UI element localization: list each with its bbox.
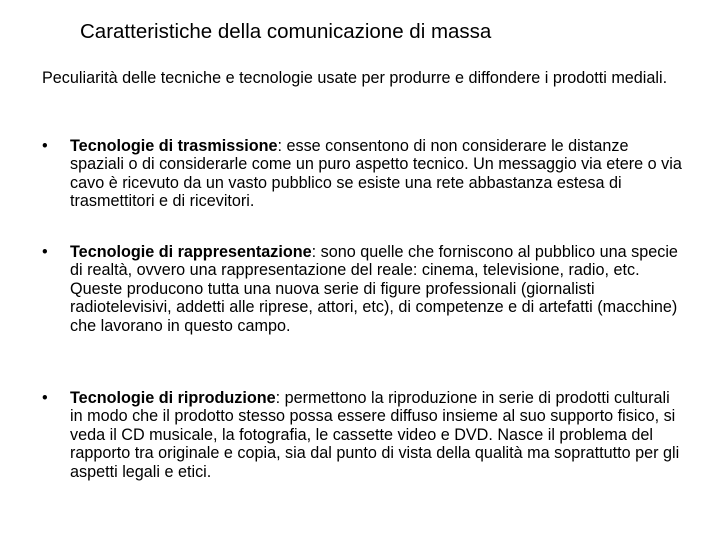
bullet-term: Tecnologie di trasmissione bbox=[70, 137, 278, 155]
bullet-text: : sono quelle che forniscono al pubblico una specie di realtà, ovvero una rappresentazione del reale: cinema, televisione, radio, etc. Queste producono tutta una nuova serie di figure professionali (giornalisti radiotelevisivi, addetti alle riprese, attori, etc), di competenze e di artefatti (macchine) che lavorano in questo campo. bbox=[70, 243, 678, 335]
bullet-item-riproduzione bbox=[42, 389, 682, 481]
slide-title: Caratteristiche della comunicazione di massa bbox=[80, 20, 492, 43]
bullet-body bbox=[70, 389, 682, 481]
bullet-text: : permettono la riproduzione in serie di prodotti culturali in modo che il prodotto stesso possa essere diffuso insieme al suo supporto fisico, si veda il CD musicale, la fotografia, le cassette video e DVD. Nasce il problema del rapporto tra originale e copia, sia dal punto di vista della qualità ma soprattutto per gli aspetti legali e etici. bbox=[70, 389, 680, 481]
bullet-item-trasmissione bbox=[42, 137, 682, 211]
bullet-item-rappresentazione bbox=[42, 243, 682, 335]
bullet-marker: • bbox=[42, 243, 48, 261]
bullet-body bbox=[70, 243, 682, 335]
intro-paragraph: Peculiarità delle tecniche e tecnologie usate per produrre e diffondere i prodotti mediali. bbox=[42, 69, 668, 87]
bullet-body bbox=[70, 137, 682, 211]
bullet-marker: • bbox=[42, 389, 48, 407]
bullet-text: : esse consentono di non considerare le distanze spaziali o di considerarle come un puro aspetto tecnico. Un messaggio via etere o via cavo è ricevuto da un vasto pubblico se esiste una rete abbastanza estesa di trasmettitori e di ricevitori. bbox=[70, 137, 682, 211]
bullet-term: Tecnologie di rappresentazione bbox=[70, 243, 312, 261]
bullet-marker: • bbox=[42, 137, 48, 155]
bullet-term: Tecnologie di riproduzione bbox=[70, 389, 276, 407]
